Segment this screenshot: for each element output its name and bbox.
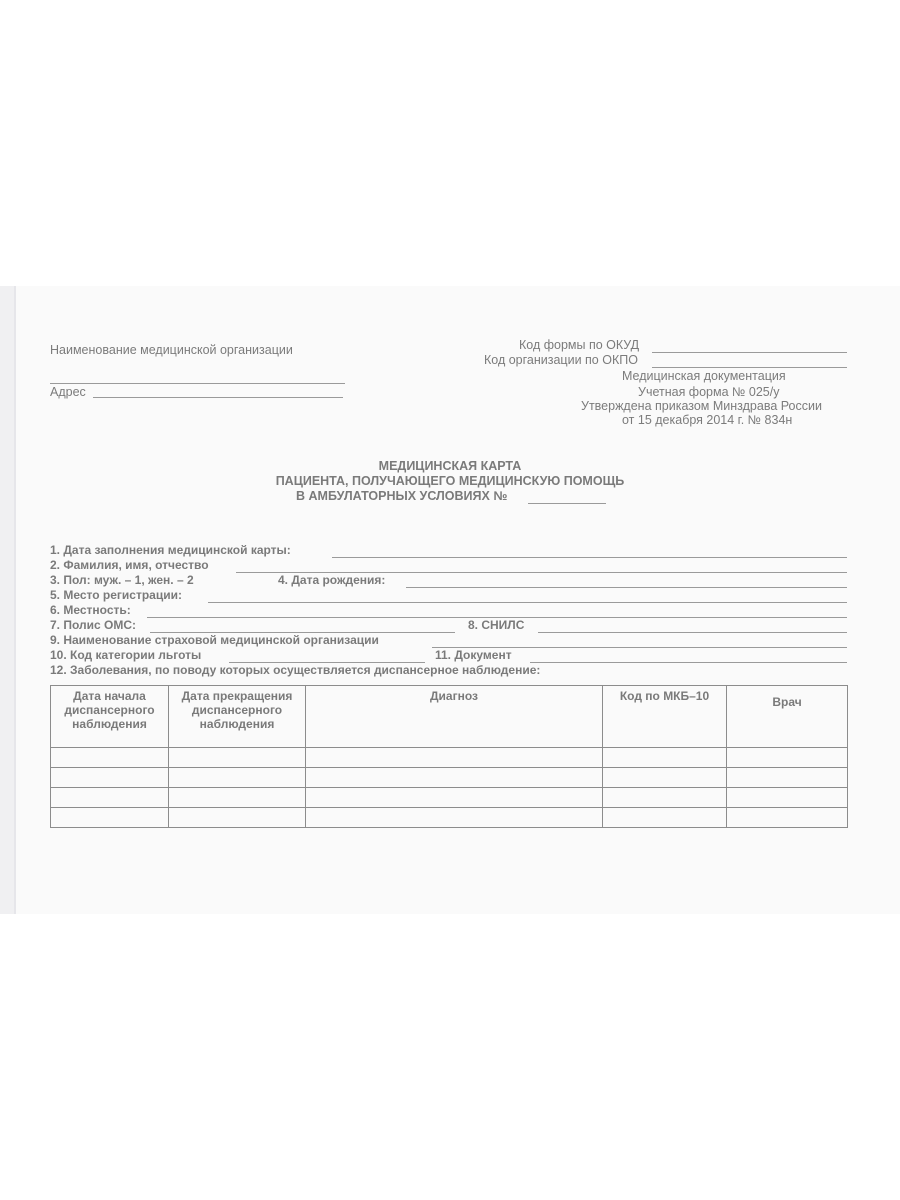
table-row	[51, 788, 848, 808]
card-spine-edge	[14, 286, 16, 914]
table-cell[interactable]	[727, 808, 848, 828]
address-label: Адрес	[50, 385, 86, 399]
table-row	[51, 748, 848, 768]
org-name-label: Наименование медицинской организации	[50, 343, 293, 357]
okpo-line[interactable]	[652, 367, 847, 368]
field-fill-date: 1. Дата заполнения медицинской карты:	[50, 543, 291, 557]
column-header-icd10: Код по МКБ–10	[603, 686, 727, 748]
table-cell[interactable]	[169, 748, 306, 768]
table-cell[interactable]	[169, 768, 306, 788]
table-cell[interactable]	[51, 748, 169, 768]
table-cell[interactable]	[603, 788, 727, 808]
form-number: Учетная форма № 025/у	[638, 385, 780, 399]
approved-date: от 15 декабря 2014 г. № 834н	[622, 413, 793, 427]
table-row	[51, 808, 848, 828]
field-document: 11. Документ	[435, 648, 512, 662]
field-registration: 5. Место регистрации:	[50, 588, 182, 602]
card-number-line[interactable]	[528, 503, 606, 504]
field-birth-date: 4. Дата рождения:	[278, 573, 386, 587]
medical-card-form	[0, 286, 900, 914]
table-cell[interactable]	[727, 768, 848, 788]
table-cell[interactable]	[169, 808, 306, 828]
card-title-line1: МЕДИЦИНСКАЯ КАРТА	[378, 459, 522, 473]
snils-line[interactable]	[538, 632, 847, 633]
column-header-start-date: Дата начала диспансерного наблюдения	[51, 686, 169, 748]
field-oms-policy: 7. Полис ОМС:	[50, 618, 136, 632]
field-insurance-org: 9. Наименование страховой медицинской организации	[50, 633, 379, 647]
table-cell[interactable]	[169, 788, 306, 808]
approved-by: Утверждена приказом Минздрава России	[581, 399, 822, 413]
field-benefit-code: 10. Код категории льготы	[50, 648, 202, 662]
address-line[interactable]	[93, 397, 343, 398]
table-row	[51, 768, 848, 788]
org-name-line[interactable]	[50, 383, 345, 384]
table-cell[interactable]	[51, 808, 169, 828]
field-locality: 6. Местность:	[50, 603, 131, 617]
field-diseases: 12. Заболевания, по поводу которых осуществляется диспансерное наблюдение:	[50, 663, 541, 677]
table-cell[interactable]	[306, 788, 603, 808]
table-cell[interactable]	[603, 808, 727, 828]
fill-date-line[interactable]	[332, 557, 847, 558]
table-cell[interactable]	[306, 748, 603, 768]
field-sex: 3. Пол: муж. – 1, жен. – 2	[50, 573, 194, 587]
table-cell[interactable]	[51, 788, 169, 808]
table-cell[interactable]	[306, 808, 603, 828]
registration-line[interactable]	[208, 602, 847, 603]
table-cell[interactable]	[51, 768, 169, 788]
column-header-end-date: Дата прекращения диспансерного наблюдения	[169, 686, 306, 748]
table-cell[interactable]	[727, 748, 848, 768]
doc-type: Медицинская документация	[622, 369, 786, 383]
table-cell[interactable]	[603, 748, 727, 768]
okpo-label: Код организации по ОКПО	[484, 353, 638, 367]
table-cell[interactable]	[603, 768, 727, 788]
disease-table	[50, 685, 848, 828]
field-snils: 8. СНИЛС	[468, 618, 525, 632]
field-full-name: 2. Фамилия, имя, отчество	[50, 558, 209, 572]
card-title-line2: ПАЦИЕНТА, ПОЛУЧАЮЩЕГО МЕДИЦИНСКУЮ ПОМОЩЬ	[275, 474, 625, 488]
card-spine	[0, 286, 14, 914]
document-line[interactable]	[530, 662, 847, 663]
column-header-diagnosis: Диагноз	[306, 686, 603, 748]
column-header-doctor: Врач	[727, 686, 848, 748]
birth-date-line[interactable]	[406, 587, 847, 588]
okud-label: Код формы по ОКУД	[519, 338, 640, 352]
table-header-row	[51, 686, 848, 748]
table-cell[interactable]	[306, 768, 603, 788]
table-cell[interactable]	[727, 788, 848, 808]
okud-line[interactable]	[652, 352, 847, 353]
card-title-line3: В АМБУЛАТОРНЫХ УСЛОВИЯХ №	[296, 489, 508, 503]
